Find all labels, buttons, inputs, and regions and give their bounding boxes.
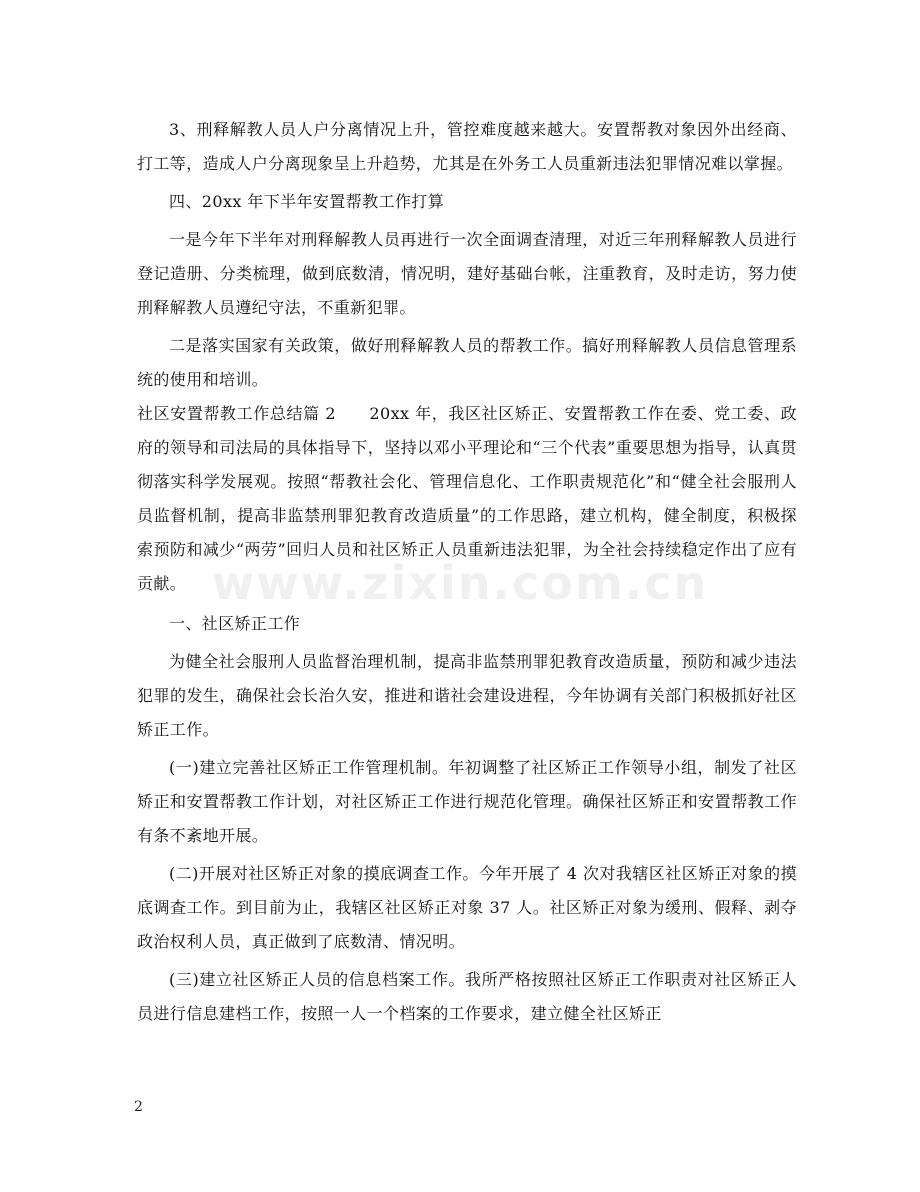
- paragraph-item-one: (一)建立完善社区矫正工作管理机制。年初调整了社区矫正工作领导小组，制发了社区矫正和安置帮教工作计划，对社区矫正工作进行规范化管理。确保社区矫正和安置帮教工作有条不紊地开展。: [137, 758, 797, 845]
- section-heading-plan: 四、20xx 年下半年安置帮教工作打算: [169, 192, 445, 211]
- paragraph-plan-one: 一是今年下半年对刑释解教人员再进行一次全面调查清理，对近三年刑释解教人员进行登记造册、分类梳理，做到底数清，情况明，建好基础台帐，注重教育，及时走访，努力使刑释解教人员遵纪守法，不重新犯罪。: [137, 230, 797, 317]
- paragraph-household-separation: 3、刑释解教人员人户分离情况上升，管控难度越来越大。安置帮教对象因外出经商、打工等，造成人户分离现象呈上升趋势，尤其是在外务工人员重新违法犯罪情况难以掌握。: [137, 120, 797, 173]
- paragraph-plan-two: 二是落实国家有关政策，做好刑释解教人员的帮教工作。搞好刑释解教人员信息管理系统的使用和培训。: [137, 336, 797, 389]
- section-heading-community-correction: 一、社区矫正工作: [169, 614, 301, 633]
- page-number: 2: [134, 1099, 143, 1115]
- paragraph-community-correction-intro: 为健全社会服刑人员监督治理机制，提高非监禁刑罪犯教育改造质量，预防和减少违法犯罪的发生，确保社会长治久安，推进和谐社会建设进程，今年协调有关部门积极抓好社区矫正工作。: [137, 652, 797, 739]
- page-content: [137, 113, 797, 1031]
- paragraph-summary-part-2: 社区安置帮教工作总结篇 2 20xx 年，我区社区矫正、安置帮教工作在委、党工委、政府的领导和司法局的具体指导下，坚持以邓小平理论和“三个代表”重要思想为指导，认真贯彻落实科学发展观。按照“帮教社会化、管理信息化、工作职责规范化”和“健全社会服刑人员监督机制，提高非监禁刑罪犯教育改造质量”的工作思路，建立机构，健全制度，积极探索预防和减少“两劳”回归人员和社区矫正人员重新违法犯罪，为全社会持续稳定作出了应有贡献。: [137, 404, 797, 593]
- paragraph-item-three: (三)建立社区矫正人员的信息档案工作。我所严格按照社区矫正工作职责对社区矫正人员进行信息建档工作，按照一人一个档案的工作要求，建立健全社区矫正: [137, 970, 797, 1023]
- paragraph-item-two: (二)开展对社区矫正对象的摸底调查工作。今年开展了 4 次对我辖区社区矫正对象的摸底调查工作。到目前为止，我辖区社区矫正对象 37 人。社区矫正对象为缓刑、假释、剥夺政治权利人员，真正做到了底数清、情况明。: [137, 864, 797, 951]
- watermark: www.zixin.com.cn: [211, 556, 709, 610]
